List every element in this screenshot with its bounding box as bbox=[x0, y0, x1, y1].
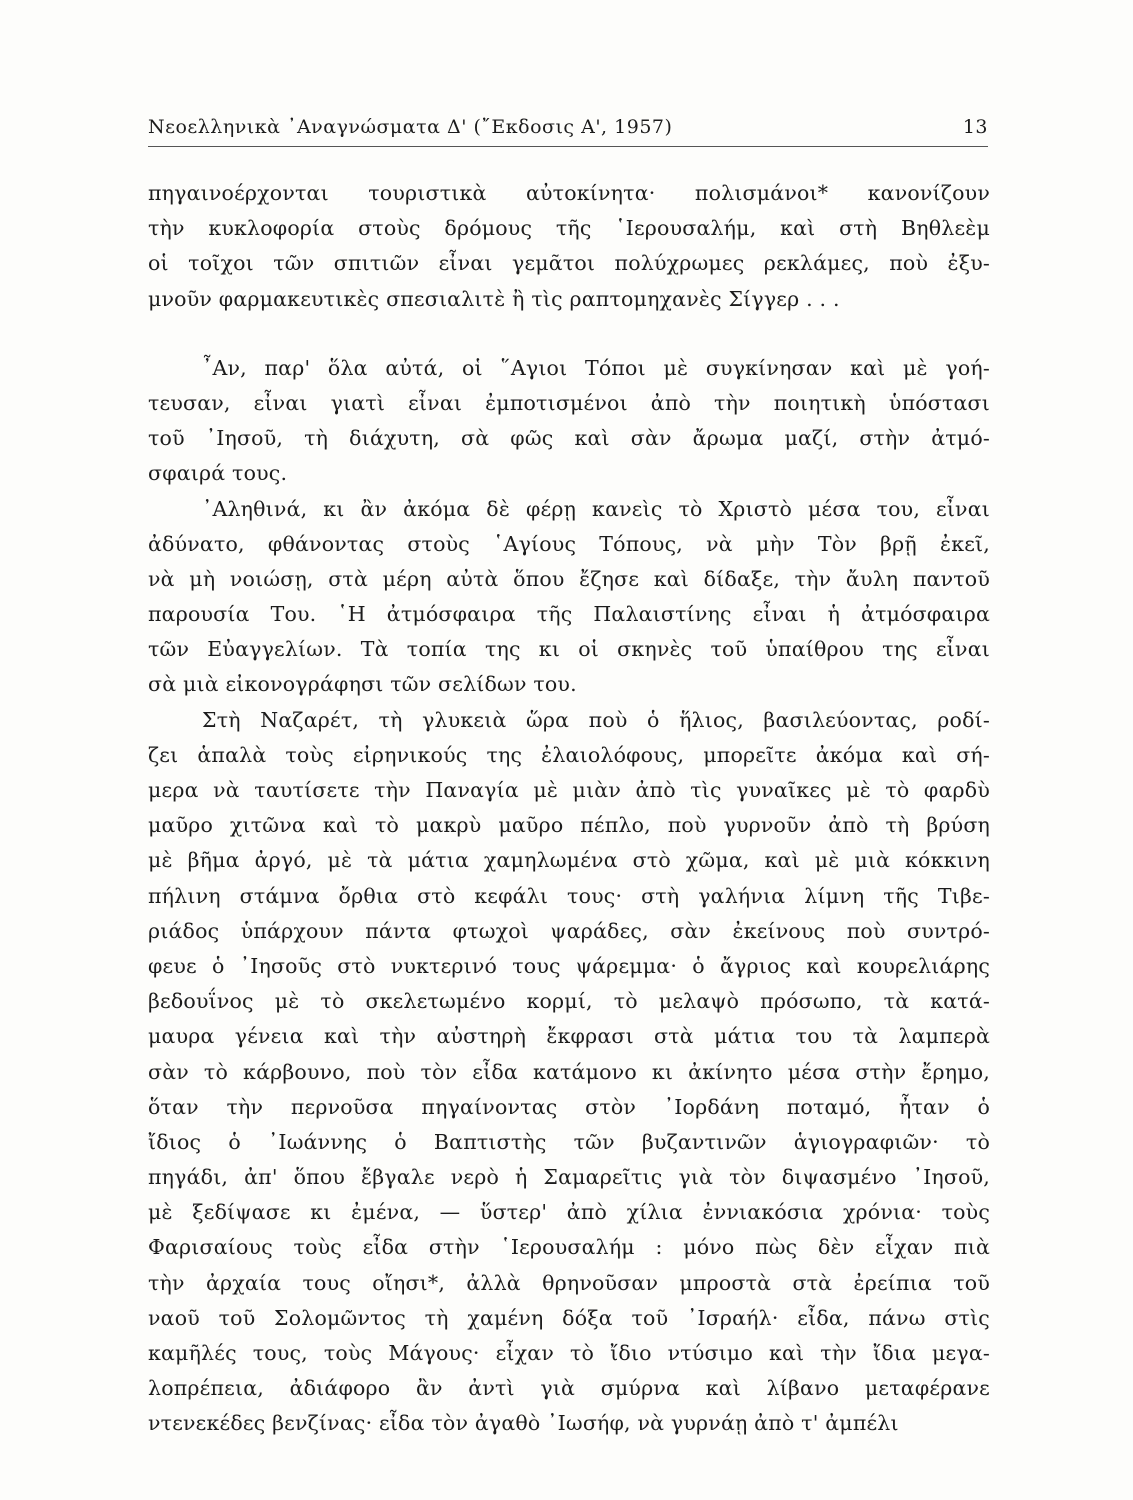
text-line: τὴν κυκλοφορία στοὺς δρόμους τῆς ῾Ιερουσαλήμ, καὶ στὴ Βηθλεὲμ bbox=[148, 216, 990, 241]
paragraph bbox=[148, 176, 990, 317]
text-line: ζει ἁπαλὰ τοὺς εἰρηνικούς της ἐλαιολόφους, μπορεῖτε ἀκόμα καὶ σή- bbox=[148, 742, 990, 767]
text-line: μὲ ξεδίψασε κι ἐμένα, — ὕστερ' ἀπὸ χίλια ἐννιακόσια χρόνια· τοὺς bbox=[148, 1200, 990, 1225]
body-text bbox=[148, 176, 990, 1442]
paragraph-gap bbox=[148, 317, 990, 351]
text-line: ἴδιος ὁ ᾿Ιωάννης ὁ Βαπτιστὴς τῶν βυζαντινῶν ἁγιογραφιῶν· τὸ bbox=[148, 1129, 990, 1154]
text-line: πηγάδι, ἀπ' ὅπου ἔβγαλε νερὸ ἡ Σαμαρεῖτις γιὰ τὸν διψασμένο ᾿Ιησοῦ, bbox=[148, 1165, 990, 1190]
paragraph bbox=[148, 703, 990, 1442]
text-line: ἀδύνατο, φθάνοντας στοὺς ῾Αγίους Τόπους, νὰ μὴν Τὸν βρῇ ἐκεῖ, bbox=[148, 531, 990, 556]
text-line: βεδουΐνος μὲ τὸ σκελετωμένο κορμί, τὸ μελαψὸ πρόσωπο, τὰ κατά- bbox=[148, 989, 990, 1014]
text-line: ντενεκέδες βενζίνας· εἶδα τὸν ἀγαθὸ ᾿Ιωσήφ, νὰ γυρνάῃ ἀπὸ τ' ἀμπέλι bbox=[148, 1411, 899, 1436]
text-line: σὰν τὸ κάρβουνο, ποὺ τὸν εἶδα κατάμονο κι ἀκίνητο μέσα στὴν ἔρημο, bbox=[148, 1059, 990, 1084]
text-line: ριάδος ὑπάρχουν πάντα φτωχοὶ ψαράδες, σὰν ἐκείνους ποὺ συντρό- bbox=[148, 918, 990, 943]
text-line: παρουσία Του. ῾Η ἀτμόσφαιρα τῆς Παλαιστίνης εἶναι ἡ ἀτμόσφαιρα bbox=[148, 602, 990, 627]
text-line: καμῆλές τους, τοὺς Μάγους· εἶχαν τὸ ἴδιο ντύσιμο καὶ τὴν ἴδια μεγα- bbox=[148, 1341, 990, 1365]
text-line: λοπρέπεια, ἀδιάφορο ἂν ἀντὶ γιὰ σμύρνα καὶ λίβανο μεταφέρανε bbox=[148, 1376, 990, 1401]
text-line: σὰ μιὰ εἰκονογράφησι τῶν σελίδων του. bbox=[148, 672, 577, 697]
text-line: σφαιρά τους. bbox=[148, 461, 288, 486]
text-line: τευσαν, εἶναι γιατὶ εἶναι ἐμποτισμένοι ἀπὸ τὴν ποιητικὴ ὑπόστασι bbox=[148, 390, 990, 415]
header-rule bbox=[148, 146, 988, 147]
text-line: τῶν Εὐαγγελίων. Τὰ τοπία της κι οἱ σκηνὲς τοῦ ὑπαίθρου της εἶναι bbox=[148, 637, 990, 662]
text-line: οἱ τοῖχοι τῶν σπιτιῶν εἶναι γεμᾶτοι πολύχρωμες ρεκλάμες, ποὺ ἐξυ- bbox=[148, 251, 990, 276]
text-line: φευε ὁ ᾿Ιησοῦς στὸ νυκτερινό τους ψάρεμμα· ὁ ἄγριος καὶ κουρελιάρης bbox=[148, 953, 990, 978]
text-line: πηγαινοέρχονται τουριστικὰ αὐτοκίνητα· πολισμάνοι* κανονίζουν bbox=[148, 181, 990, 205]
text-line: μαυρα γένεια καὶ τὴν αὐστηρὴ ἔκφρασι στὰ μάτια του τὰ λαμπερὰ bbox=[148, 1024, 990, 1049]
text-line: μνοῦν φαρμακευτικὲς σπεσιαλιτὲ ἢ τὶς ραπτομηχανὲς Σίγγερ . . . bbox=[148, 286, 840, 311]
text-line: τὴν ἀρχαία τους οἴησι*, ἀλλὰ θρηνοῦσαν μπροστὰ στὰ ἐρείπια τοῦ bbox=[148, 1270, 990, 1295]
text-line: ὅταν τὴν περνοῦσα πηγαίνοντας στὸν ᾿Ιορδάνη ποταμό, ἦταν ὁ bbox=[148, 1094, 990, 1119]
text-line: ᾿Αληθινά, κι ἂν ἀκόμα δὲ φέρῃ κανεὶς τὸ Χριστὸ μέσα του, εἶναι bbox=[202, 496, 990, 521]
running-header bbox=[148, 104, 988, 138]
text-line: μὲ βῆμα ἀργό, μὲ τὰ μάτια χαμηλωμένα στὸ χῶμα, καὶ μὲ μιὰ κόκκινη bbox=[148, 848, 990, 873]
text-line: νὰ μὴ νοιώσῃ, στὰ μέρη αὐτὰ ὅπου ἔζησε καὶ δίδαξε, τὴν ἄυλη παντοῦ bbox=[148, 566, 990, 591]
text-line: τοῦ ᾿Ιησοῦ, τὴ διάχυτη, σὰ φῶς καὶ σὰν ἄρωμα μαζί, στὴν ἀτμό- bbox=[148, 426, 990, 451]
text-line: μερα νὰ ταυτίσετε τὴν Παναγία μὲ μιὰν ἀπὸ τὶς γυναῖκες μὲ τὸ φαρδὺ bbox=[148, 778, 990, 802]
text-line: ναοῦ τοῦ Σολομῶντος τὴ χαμένη δόξα τοῦ ᾿Ισραήλ· εἶδα, πάνω στὶς bbox=[148, 1305, 990, 1330]
text-line: ῏Αν, παρ' ὅλα αὐτά, οἱ ῞Αγιοι Τόποι μὲ συγκίνησαν καὶ μὲ γοή- bbox=[202, 355, 990, 380]
text-line: πήλινη στάμνα ὄρθια στὸ κεφάλι τους· στὴ γαλήνια λίμνη τῆς Τιβε- bbox=[148, 883, 990, 908]
paragraph bbox=[148, 351, 990, 492]
running-title: Νεοελληνικὰ ᾿Αναγνώσματα Δ' (῎Εκδοσις Α', 1957) bbox=[148, 116, 673, 138]
text-line: Φαρισαίους τοὺς εἶδα στὴν ῾Ιερουσαλήμ : μόνο πὼς δὲν εἶχαν πιὰ bbox=[148, 1235, 990, 1260]
text-line: μαῦρο χιτῶνα καὶ τὸ μακρὺ μαῦρο πέπλο, ποὺ γυρνοῦν ἀπὸ τὴ βρύση bbox=[148, 813, 990, 838]
paragraph bbox=[148, 492, 990, 703]
page-number: 13 bbox=[962, 116, 988, 138]
text-line: Στὴ Ναζαρέτ, τὴ γλυκειὰ ὥρα ποὺ ὁ ἥλιος, βασιλεύοντας, ροδί- bbox=[202, 707, 990, 732]
